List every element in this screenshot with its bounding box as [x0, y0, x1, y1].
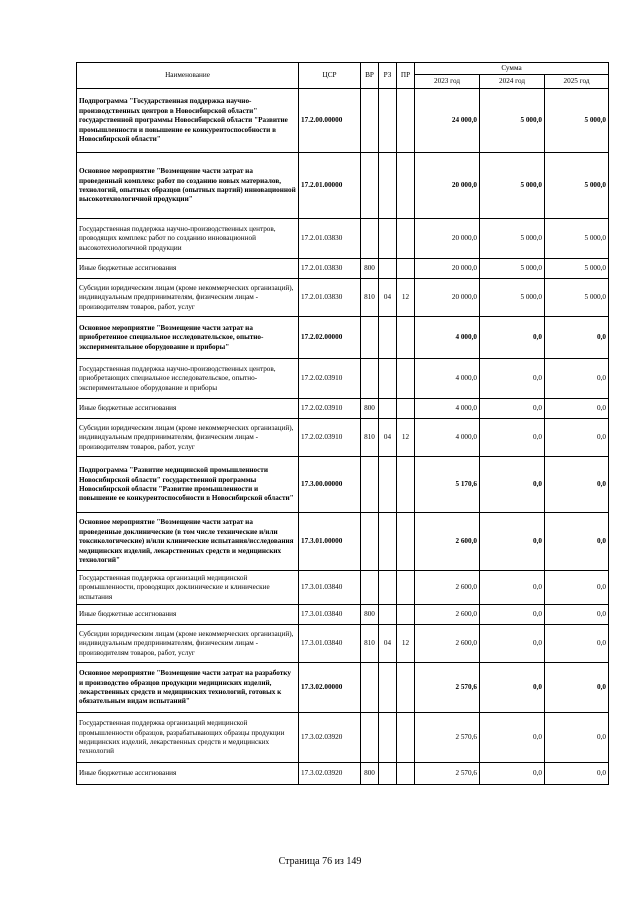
cell-y2024: 0,0 — [480, 359, 545, 399]
cell-csr: 17.2.01.03830 — [299, 259, 361, 279]
cell-name: Государственная поддержка научно-производственных центров, приобретающих специальное исследовательское, опытно-экспериментальное оборудование и приборы — [77, 359, 299, 399]
cell-pr — [397, 663, 415, 713]
cell-rz — [379, 713, 397, 763]
cell-rz — [379, 89, 397, 153]
table-row — [77, 457, 609, 513]
cell-pr — [397, 605, 415, 625]
cell-y2024: 5 000,0 — [480, 219, 545, 259]
cell-y2023: 2 570,6 — [415, 713, 480, 763]
cell-csr: 17.3.01.03840 — [299, 605, 361, 625]
cell-vr: 800 — [361, 763, 379, 785]
cell-name: Субсидии юридическим лицам (кроме некоммерческих организаций), индивидуальным предпринимателям, физическим лицам - производителям товаров, работ, услуг — [77, 279, 299, 317]
cell-name: Основное мероприятие "Возмещение части затрат на проведенные доклинические (в том числе технические и/или токсикологические) и/или клинические испытания/исследования медицинских изделий, лекарственных средств и медицинских технологий" — [77, 513, 299, 571]
cell-rz: 04 — [379, 419, 397, 457]
cell-csr: 17.2.01.00000 — [299, 153, 361, 219]
cell-y2023: 5 170,6 — [415, 457, 480, 513]
cell-y2025: 0,0 — [545, 663, 609, 713]
cell-rz — [379, 513, 397, 571]
cell-rz — [379, 219, 397, 259]
cell-rz: 04 — [379, 625, 397, 663]
cell-y2025: 0,0 — [545, 625, 609, 663]
cell-rz — [379, 399, 397, 419]
cell-y2023: 4 000,0 — [415, 399, 480, 419]
table-row — [77, 605, 609, 625]
cell-y2024: 0,0 — [480, 317, 545, 359]
cell-pr — [397, 399, 415, 419]
col-header-vr: ВР — [361, 63, 379, 89]
cell-y2024: 0,0 — [480, 605, 545, 625]
cell-pr — [397, 89, 415, 153]
cell-y2023: 20 000,0 — [415, 153, 480, 219]
cell-rz — [379, 457, 397, 513]
cell-vr: 810 — [361, 279, 379, 317]
table-row — [77, 153, 609, 219]
cell-y2025: 0,0 — [545, 399, 609, 419]
cell-y2024: 0,0 — [480, 663, 545, 713]
cell-y2025: 0,0 — [545, 763, 609, 785]
cell-rz — [379, 605, 397, 625]
col-header-name: Наименование — [77, 63, 299, 89]
cell-y2025: 0,0 — [545, 605, 609, 625]
col-header-csr: ЦСР — [299, 63, 361, 89]
cell-vr — [361, 713, 379, 763]
cell-csr: 17.2.02.03910 — [299, 419, 361, 457]
cell-pr: 12 — [397, 419, 415, 457]
cell-pr — [397, 359, 415, 399]
cell-csr: 17.2.01.03830 — [299, 219, 361, 259]
table-row — [77, 219, 609, 259]
cell-pr — [397, 153, 415, 219]
table-row — [77, 359, 609, 399]
cell-vr: 800 — [361, 399, 379, 419]
table-row — [77, 713, 609, 763]
cell-name: Государственная поддержка организаций медицинской промышленности образцов, разрабатывающих образцы продукции медицинских изделий, лекарственных средств и медицинских технологий — [77, 713, 299, 763]
col-header-rz: РЗ — [379, 63, 397, 89]
cell-y2024: 5 000,0 — [480, 259, 545, 279]
cell-csr: 17.3.00.00000 — [299, 457, 361, 513]
cell-name: Иные бюджетные ассигнования — [77, 763, 299, 785]
cell-y2023: 4 000,0 — [415, 419, 480, 457]
cell-name: Субсидии юридическим лицам (кроме некоммерческих организаций), индивидуальным предпринимателям, физическим лицам - производителям товаров, работ, услуг — [77, 625, 299, 663]
cell-y2024: 0,0 — [480, 457, 545, 513]
table-row — [77, 279, 609, 317]
cell-y2024: 0,0 — [480, 571, 545, 605]
cell-y2025: 0,0 — [545, 571, 609, 605]
cell-name: Подпрограмма "Государственная поддержка научно-производственных центров в Новосибирской области" государственной программы Новосибирской области "Развитие промышленности и повышение ее конкурентоспособности в Новосибирской области" — [77, 89, 299, 153]
page-number: Страница 76 из 149 — [278, 856, 362, 867]
cell-vr: 800 — [361, 259, 379, 279]
cell-rz — [379, 571, 397, 605]
cell-pr — [397, 713, 415, 763]
cell-rz — [379, 259, 397, 279]
cell-y2025: 0,0 — [545, 359, 609, 399]
cell-pr — [397, 317, 415, 359]
cell-pr — [397, 219, 415, 259]
cell-name: Субсидии юридическим лицам (кроме некоммерческих организаций), индивидуальным предпринимателям, физическим лицам - производителям товаров, работ, услуг — [77, 419, 299, 457]
cell-y2023: 2 570,6 — [415, 663, 480, 713]
cell-name: Подпрограмма "Развитие медицинской промышленности Новосибирской области" государственной программы Новосибирской области "Развитие промышленности и повышение ее конкурентоспособности в Новосибирской области" — [77, 457, 299, 513]
cell-y2025: 0,0 — [545, 419, 609, 457]
cell-y2025: 0,0 — [545, 713, 609, 763]
cell-y2023: 2 600,0 — [415, 571, 480, 605]
cell-csr: 17.2.00.00000 — [299, 89, 361, 153]
cell-vr — [361, 317, 379, 359]
cell-y2024: 0,0 — [480, 625, 545, 663]
cell-vr — [361, 89, 379, 153]
cell-y2023: 24 000,0 — [415, 89, 480, 153]
cell-csr: 17.2.01.03830 — [299, 279, 361, 317]
cell-pr — [397, 259, 415, 279]
cell-y2023: 20 000,0 — [415, 219, 480, 259]
cell-y2025: 5 000,0 — [545, 259, 609, 279]
table-row — [77, 89, 609, 153]
table-row — [77, 763, 609, 785]
cell-y2025: 5 000,0 — [545, 219, 609, 259]
cell-csr: 17.3.02.03920 — [299, 713, 361, 763]
cell-rz — [379, 317, 397, 359]
cell-name: Иные бюджетные ассигнования — [77, 605, 299, 625]
cell-rz — [379, 663, 397, 713]
cell-name: Основное мероприятие "Возмещение части затрат на приобретенное специальное исследовательское, опытно-экспериментальное оборудование и приборы" — [77, 317, 299, 359]
table-row — [77, 571, 609, 605]
cell-y2023: 20 000,0 — [415, 279, 480, 317]
cell-vr — [361, 457, 379, 513]
cell-y2023: 2 570,6 — [415, 763, 480, 785]
cell-pr — [397, 571, 415, 605]
cell-y2025: 0,0 — [545, 457, 609, 513]
cell-y2023: 4 000,0 — [415, 317, 480, 359]
cell-rz: 04 — [379, 279, 397, 317]
cell-name: Иные бюджетные ассигнования — [77, 259, 299, 279]
col-header-year: 2023 год — [415, 75, 480, 89]
cell-csr: 17.2.02.03910 — [299, 399, 361, 419]
cell-y2023: 4 000,0 — [415, 359, 480, 399]
col-header-pr: ПР — [397, 63, 415, 89]
cell-name: Иные бюджетные ассигнования — [77, 399, 299, 419]
cell-y2023: 2 600,0 — [415, 625, 480, 663]
cell-rz — [379, 153, 397, 219]
cell-name: Основное мероприятие "Возмещение части затрат на проведенный комплекс работ по созданию новых материалов, технологий, опытных образцов (опытных партий) инновационной высокотехнологичной продукции" — [77, 153, 299, 219]
budget-table — [76, 62, 609, 785]
cell-y2024: 0,0 — [480, 763, 545, 785]
cell-vr — [361, 663, 379, 713]
cell-csr: 17.2.02.00000 — [299, 317, 361, 359]
cell-y2025: 5 000,0 — [545, 89, 609, 153]
cell-csr: 17.3.01.03840 — [299, 625, 361, 663]
cell-vr — [361, 571, 379, 605]
cell-y2024: 5 000,0 — [480, 89, 545, 153]
cell-y2023: 2 600,0 — [415, 605, 480, 625]
cell-y2024: 0,0 — [480, 419, 545, 457]
cell-y2023: 2 600,0 — [415, 513, 480, 571]
cell-pr — [397, 763, 415, 785]
cell-name: Государственная поддержка организаций медицинской промышленности, проводящих доклинические и клинические испытания — [77, 571, 299, 605]
cell-y2024: 0,0 — [480, 399, 545, 419]
cell-csr: 17.3.01.03840 — [299, 571, 361, 605]
cell-name: Основное мероприятие "Возмещение части затрат на разработку и производство образцов продукции медицинских изделий, лекарственных средств и медицинских технологий, готовых к обязательным видам испытаний" — [77, 663, 299, 713]
cell-rz — [379, 763, 397, 785]
cell-y2024: 0,0 — [480, 713, 545, 763]
cell-y2023: 20 000,0 — [415, 259, 480, 279]
col-header-sum: Сумма — [415, 63, 609, 75]
table-row — [77, 513, 609, 571]
cell-vr — [361, 359, 379, 399]
cell-vr: 810 — [361, 419, 379, 457]
cell-vr: 810 — [361, 625, 379, 663]
cell-y2024: 5 000,0 — [480, 153, 545, 219]
cell-csr: 17.3.02.00000 — [299, 663, 361, 713]
col-header-year: 2025 год — [545, 75, 609, 89]
table-row — [77, 259, 609, 279]
cell-name: Государственная поддержка научно-производственных центров, проводящих комплекс работ по созданию инновационной высокотехнологичной продукции — [77, 219, 299, 259]
table-row — [77, 317, 609, 359]
cell-pr — [397, 457, 415, 513]
table-row — [77, 419, 609, 457]
cell-vr — [361, 153, 379, 219]
col-header-year: 2024 год — [480, 75, 545, 89]
cell-pr: 12 — [397, 279, 415, 317]
table-row — [77, 399, 609, 419]
cell-vr — [361, 219, 379, 259]
cell-vr: 800 — [361, 605, 379, 625]
cell-pr: 12 — [397, 625, 415, 663]
cell-y2024: 0,0 — [480, 513, 545, 571]
cell-y2025: 0,0 — [545, 513, 609, 571]
cell-csr: 17.2.02.03910 — [299, 359, 361, 399]
cell-rz — [379, 359, 397, 399]
table-row — [77, 663, 609, 713]
cell-vr — [361, 513, 379, 571]
cell-csr: 17.3.02.03920 — [299, 763, 361, 785]
cell-y2025: 5 000,0 — [545, 153, 609, 219]
cell-y2024: 5 000,0 — [480, 279, 545, 317]
cell-csr: 17.3.01.00000 — [299, 513, 361, 571]
table-row — [77, 625, 609, 663]
cell-y2025: 0,0 — [545, 317, 609, 359]
cell-y2025: 5 000,0 — [545, 279, 609, 317]
cell-pr — [397, 513, 415, 571]
